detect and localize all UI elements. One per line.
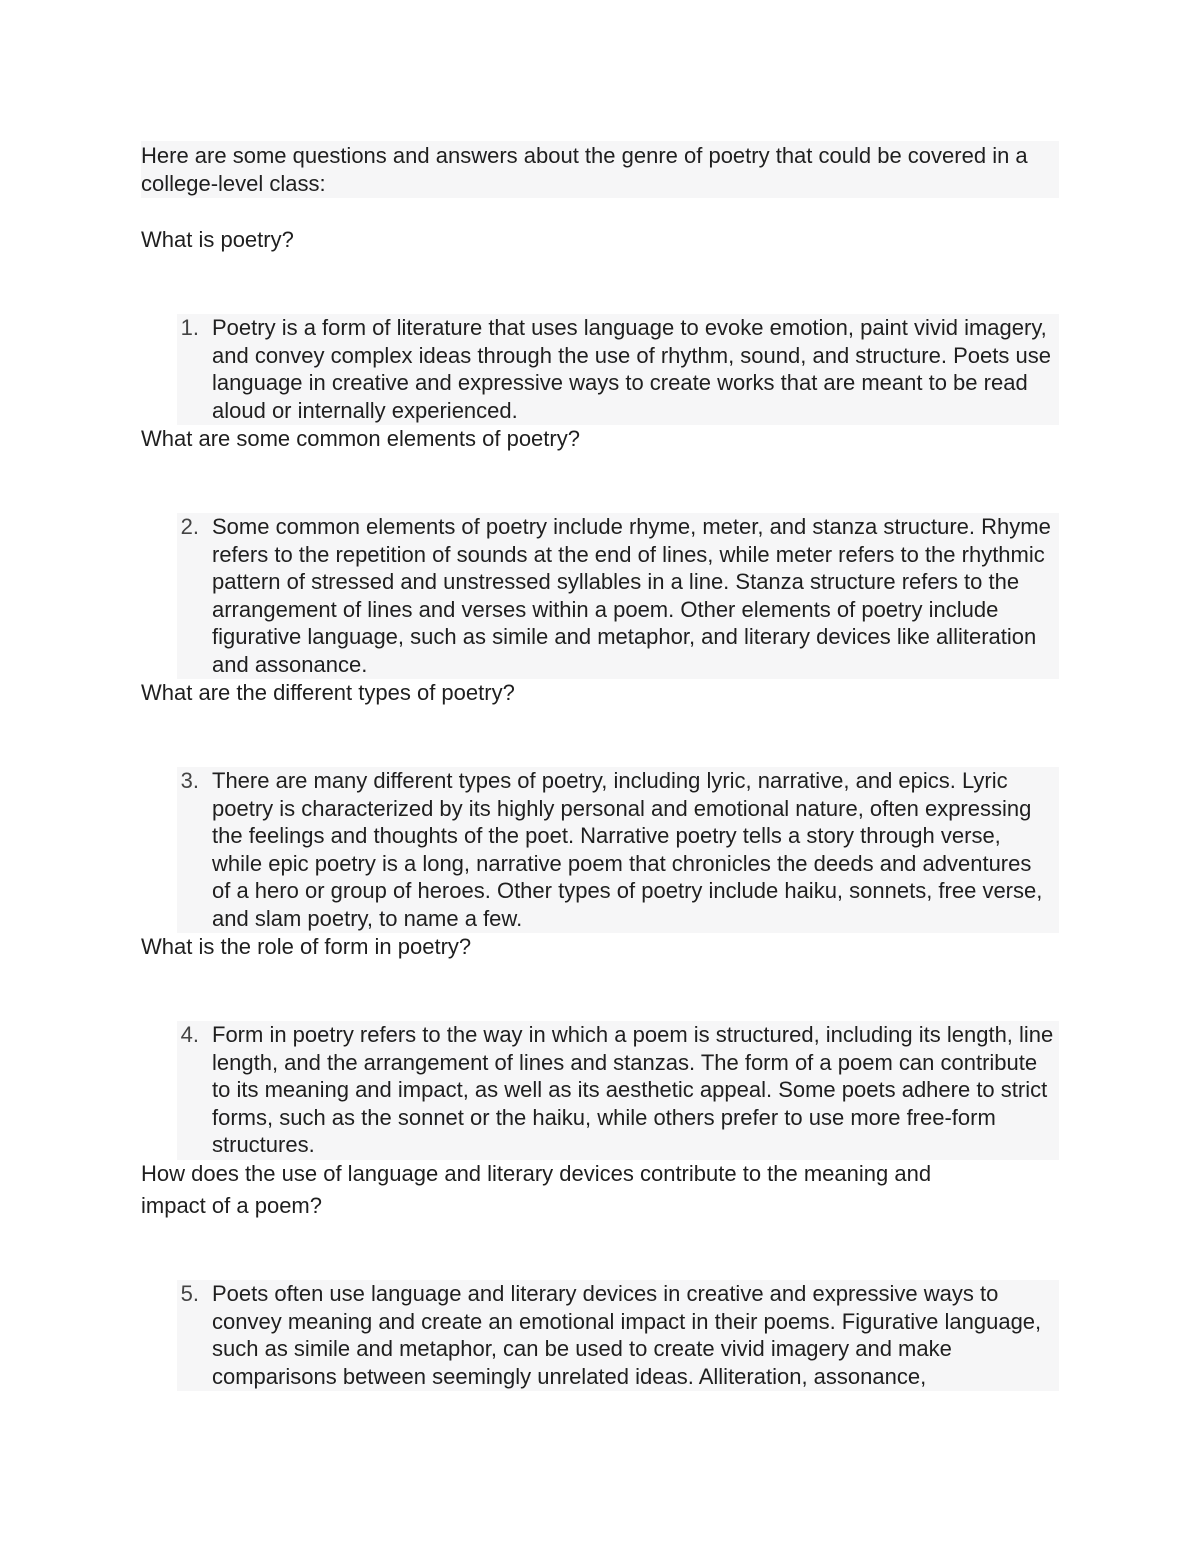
answer-3 [177, 767, 1059, 933]
question-3: What are the different types of poetry? [141, 680, 515, 705]
question-1: What is poetry? [141, 227, 294, 252]
question-2: What are some common elements of poetry? [141, 426, 580, 451]
answer-5 [177, 1280, 1059, 1391]
answer-3-text: There are many different types of poetry, including lyric, narrative, and epics. Lyric poetry is characterized by its highly personal and emotional nature, often expressing the feelings and thoughts of the poet. Narrative poetry tells a story through verse, while epic poetry is a long, narrative poem that chronicles the deeds and adventures of a hero or group of heroes. Other types of poetry include haiku, sonnets, free verse, and slam poetry, to name a few. [212, 768, 1043, 931]
answer-1-text: Poetry is a form of literature that uses language to evoke emotion, paint vivid imagery, and convey complex ideas through the use of rhythm, sound, and structure. Poets use language in creative and expressive ways to create works that are meant to be read aloud or internally experienced. [212, 315, 1051, 423]
question-4: What is the role of form in poetry? [141, 934, 472, 959]
list-number-2: 2. [180, 514, 199, 539]
answer-4 [177, 1021, 1059, 1160]
answer-1 [177, 314, 1059, 425]
question-5: How does the use of language and literary devices contribute to the meaning and impact of a poem? [141, 1161, 932, 1218]
intro-paragraph: Here are some questions and answers about the genre of poetry that could be covered in a college-level class: [141, 141, 1059, 198]
answer-2-text: Some common elements of poetry include rhyme, meter, and stanza structure. Rhyme refers to the repetition of sounds at the end of lines, while meter refers to the rhythmic pattern of stressed and unstressed syllables in a line. Stanza structure refers to the arrangement of lines and verses within a poem. Other elements of poetry include figurative language, such as simile and metaphor, and literary devices like alliteration and assonance. [212, 514, 1051, 677]
list-number-5: 5. [180, 1281, 199, 1306]
list-number-3: 3. [180, 768, 199, 793]
list-number-4: 4. [180, 1022, 199, 1047]
list-number-1: 1. [180, 315, 199, 340]
answer-4-text: Form in poetry refers to the way in which a poem is structured, including its length, line length, and the arrangement of lines and stanzas. The form of a poem can contribute to its meaning and impact, as well as its aesthetic appeal. Some poets adhere to strict forms, such as the sonnet or the haiku, while others prefer to use more free-form structures. [212, 1022, 1054, 1157]
answer-5-text: Poets often use language and literary devices in creative and expressive ways to convey meaning and create an emotional impact in their poems. Figurative language, such as simile and metaphor, can be used to create vivid imagery and make comparisons between seemingly unrelated ideas. Alliteration, assonance, [212, 1281, 1042, 1389]
answer-2 [177, 513, 1059, 679]
